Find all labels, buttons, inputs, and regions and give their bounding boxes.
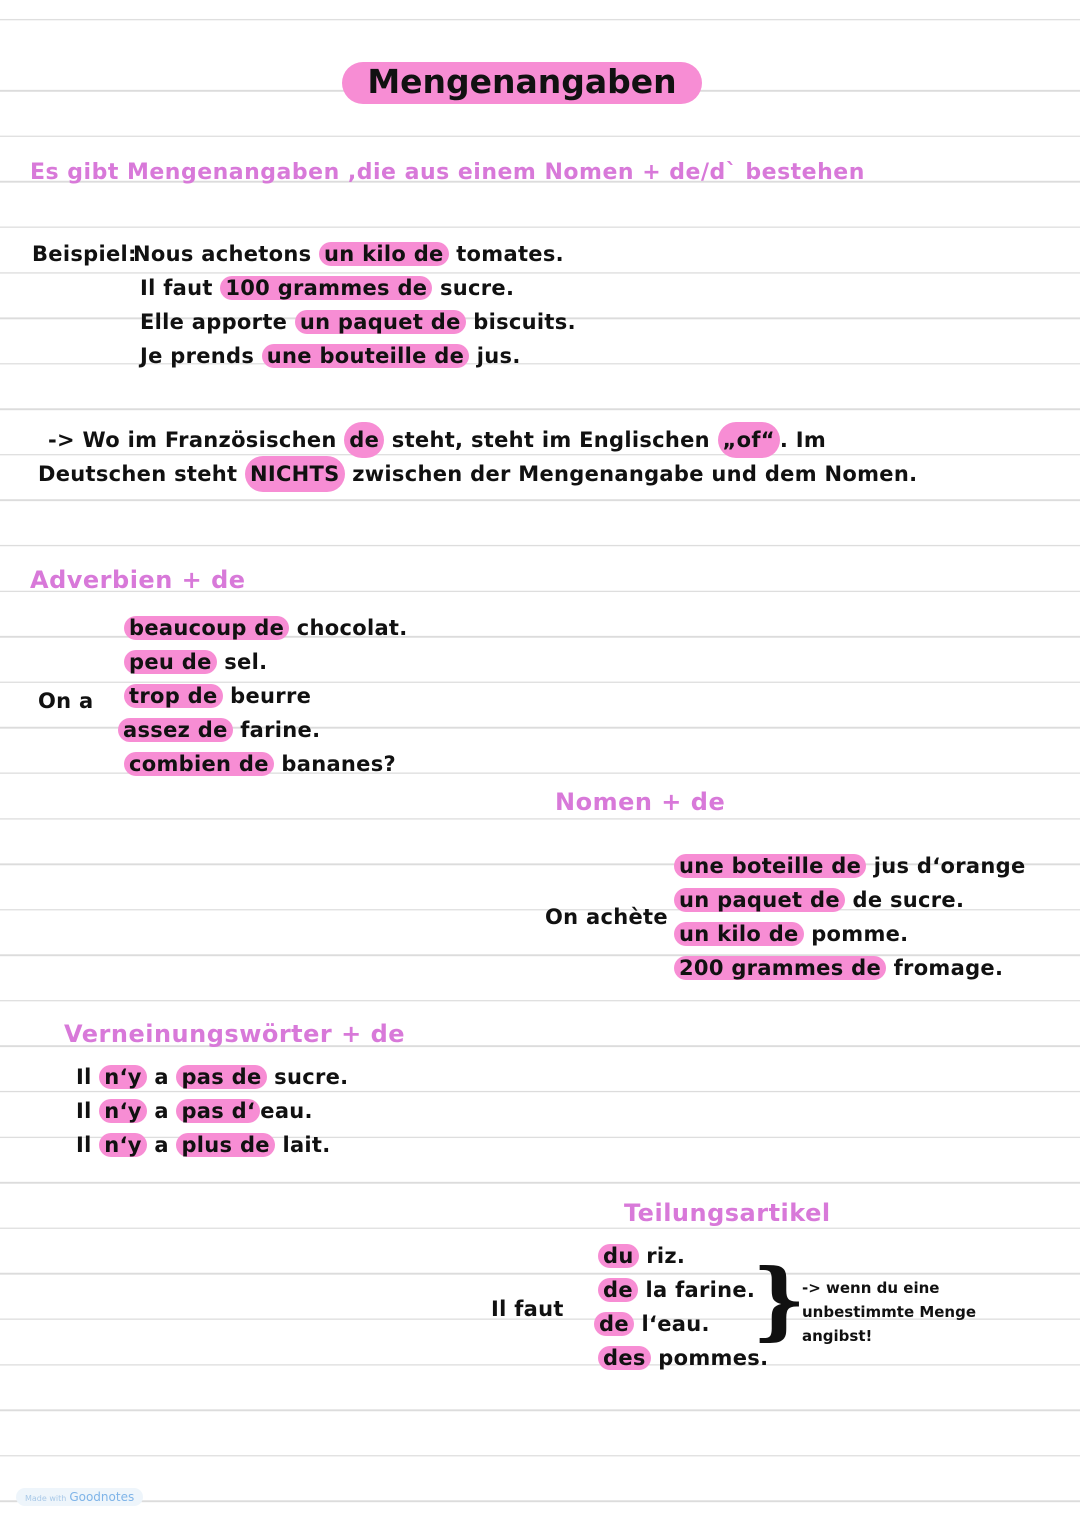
explanation-line-1: -> Wo im Französischen de steht, steht im Englischen „of“ . Im <box>48 428 826 452</box>
highlight: 100 grammes de <box>220 276 432 300</box>
nomen-subject: On achète <box>545 905 668 929</box>
highlight: pas d‘ <box>176 1099 260 1123</box>
teilung-heading: Teilungsartikel <box>624 1199 831 1227</box>
nomen-item: un kilo de pomme. <box>674 922 908 946</box>
teilung-item: des pommes. <box>598 1346 768 1370</box>
adverb-item: trop de beurre <box>124 684 311 708</box>
highlight: plus de <box>176 1133 274 1157</box>
adverb-item: combien de bananes? <box>124 752 396 776</box>
of-circle: „of“ <box>718 422 780 458</box>
verneinung-heading: Verneinungswörter + de <box>64 1020 406 1048</box>
highlight: combien de <box>124 752 274 776</box>
nomen-heading: Nomen + de <box>555 788 726 816</box>
verneinung-item: Il n‘y a pas de sucre. <box>76 1065 349 1089</box>
highlight: une bouteille de <box>262 344 469 368</box>
verneinung-item: Il n‘y a plus de lait. <box>76 1133 331 1157</box>
teilung-item: de la farine. <box>598 1278 755 1302</box>
adverbien-subject: On a <box>38 689 94 713</box>
adverb-item: assez de farine. <box>118 718 320 742</box>
curly-brace: } <box>752 1250 807 1349</box>
teilung-note: -> wenn du eine unbestimmte Menge angibst! <box>802 1279 977 1345</box>
beispiel-line: Nous achetons un kilo de tomates. <box>133 242 564 266</box>
nomen-item: un paquet de de sucre. <box>674 888 964 912</box>
teilung-subject: Il faut <box>491 1297 564 1321</box>
verneinung-item: Il n‘y a pas d‘ eau. <box>76 1099 313 1123</box>
teilung-item: de l‘eau. <box>594 1312 710 1336</box>
highlight: du <box>598 1244 639 1268</box>
teilung-item: du riz. <box>598 1244 685 1268</box>
adverbien-heading: Adverbien + de <box>30 566 246 594</box>
highlight: un kilo de <box>319 242 449 266</box>
nomen-item: 200 grammes de fromage. <box>674 956 1003 980</box>
highlight: une boteille de <box>674 854 866 878</box>
goodnotes-badge: Made with Goodnotes <box>16 1488 143 1506</box>
intro-text: Es gibt Mengenangaben ,die aus einem Nomen + de/d` bestehen <box>30 160 865 185</box>
page-title: Mengenangaben <box>342 62 702 104</box>
highlight: assez de <box>118 718 233 742</box>
adverb-item: beaucoup de chocolat. <box>124 616 408 640</box>
beispiel-line: Je prends une bouteille de jus. <box>140 344 521 368</box>
highlight: n‘y <box>99 1133 147 1157</box>
highlight: un paquet de <box>295 310 466 334</box>
highlight: de <box>598 1278 638 1302</box>
de-circle: de <box>344 422 384 458</box>
highlight: peu de <box>124 650 217 674</box>
beispiel-label: Beispiel: <box>32 242 137 266</box>
highlight: n‘y <box>99 1065 147 1089</box>
adverb-item: peu de sel. <box>124 650 267 674</box>
highlight: un kilo de <box>674 922 804 946</box>
nomen-item: une boteille de jus d‘orange <box>674 854 1025 878</box>
highlight: de <box>594 1312 634 1336</box>
highlight: n‘y <box>99 1099 147 1123</box>
beispiel-line: Il faut 100 grammes de sucre. <box>140 276 515 300</box>
highlight: beaucoup de <box>124 616 289 640</box>
highlight: trop de <box>124 684 223 708</box>
highlight: 200 grammes de <box>674 956 886 980</box>
highlight: des <box>598 1346 651 1370</box>
highlight: pas de <box>176 1065 266 1089</box>
beispiel-line: Elle apporte un paquet de biscuits. <box>140 310 576 334</box>
highlight: un paquet de <box>674 888 845 912</box>
explanation-line-2: Deutschen steht NICHTS zwischen der Mengenangabe und dem Nomen. <box>38 462 917 486</box>
nichts-circle: NICHTS <box>245 456 345 492</box>
